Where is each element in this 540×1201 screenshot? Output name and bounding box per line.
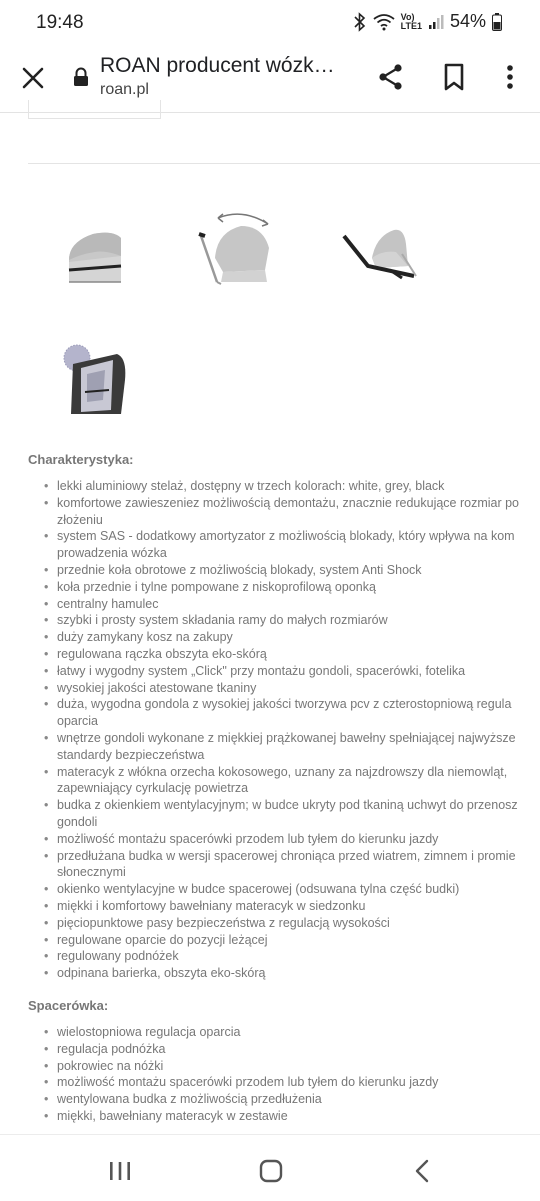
share-icon[interactable] [376,62,406,92]
home-icon[interactable] [259,1159,283,1183]
stroller-side-view-image[interactable] [338,214,428,294]
characteristics-list-item: • przednie koła obrotowe z możliwością blokady, system Anti Shock [40,562,540,579]
characteristics-list-item: • wysokiej jakości atestowane tkaniny [40,680,540,697]
more-vert-icon[interactable] [500,62,520,92]
stroller-list-item: • pokrowiec na nóżki [40,1058,540,1075]
stroller-list-item: • możliwość montażu spacerówki przodem lub tyłem do kierunku jazdy [40,1074,540,1091]
stroller-heading: Spacerówka: [28,998,109,1013]
stroller-list-item: • wentylowana budka z możliwością przedłużenia [40,1091,540,1108]
status-bar [0,0,540,48]
battery-percent: 54% [449,11,486,31]
stroller-list [40,1024,540,1128]
signal-icon [428,14,444,30]
characteristics-list-item: • lekki aluminiowy stelaż, dostępny w trzech kolorach: white, grey, black [40,478,540,495]
partial-input-box[interactable] [28,100,161,119]
characteristics-list-item: • możliwość montażu spacerówki przodem lub tyłem do kierunku jazdy [40,831,540,848]
stroller-list-item: • wielostopniowa regulacja oparcia [40,1024,540,1041]
lock-icon [72,67,90,87]
stroller-bassinet-image[interactable] [55,212,145,292]
navigation-bar [0,1134,540,1201]
close-icon[interactable] [18,63,48,93]
characteristics-heading: Charakterystyka: [28,452,134,467]
bluetooth-icon [353,12,367,32]
characteristics-list-item: • wnętrze gondoli wykonane z miękkiej prążkowanej bawełny spełniającej najwyższe standardy bezpieczeństwa [40,730,540,764]
stroller-list-item: • regulacja podnóżka [40,1041,540,1058]
lte-label: LTE1 [400,20,422,31]
characteristics-list-item: • budka z okienkiem wentylacyjnym; w budce ukryty pod tkaniną uchwyt do przenosz gondoli [40,797,540,831]
characteristics-list-item: • duży zamykany kosz na zakupy [40,629,540,646]
section-divider [28,163,540,164]
characteristics-list-item: • regulowane oparcie do pozycji leżącej [40,932,540,949]
status-icons [353,11,502,32]
back-icon[interactable] [412,1159,432,1183]
characteristics-list-item: • szybki i prosty system składania ramy do małych rozmiarów [40,612,540,629]
characteristics-list-item: • komfortowe zawieszeniez możliwością demontażu, znacznie redukujące rozmiar po złożeniu [40,495,540,529]
volte-label: Vo) [400,11,415,22]
characteristics-list-item: • odpinana barierka, obszyta eko-skórą [40,965,540,982]
wifi-icon [373,13,395,31]
characteristics-list-item: • przedłużana budka w wersji spacerowej chroniąca przed wiatrem, zimnem i promie słonecznymi [40,848,540,882]
status-time: 19:48 [36,12,84,33]
stroller-canopy-rotation-image[interactable] [193,210,283,290]
characteristics-list-item: • miękki i komfortowy bawełniany materacyk w siedzonku [40,898,540,915]
recents-icon[interactable] [108,1160,132,1182]
characteristics-list-item: • regulowany podnóżek [40,948,540,965]
bookmark-icon[interactable] [441,62,467,92]
page-title[interactable]: ROAN producent wózk… [100,54,335,77]
characteristics-list-item: • koła przednie i tylne pompowane z niskoprofilową oponką [40,579,540,596]
characteristics-list-item: • duża, wygodna gondola z wysokiej jakości tworzywa pcv z czterostopniową regula oparcia [40,696,540,730]
characteristics-list-item: • pięciopunktowe pasy bezpieczeństwa z regulacją wysokości [40,915,540,932]
characteristics-list-item: • system SAS - dodatkowy amortyzator z możliwością blokady, który wpływa na kom prowadzenia wózka [40,528,540,562]
battery-icon [492,13,502,31]
volte-indicator [401,13,422,31]
stroller-seat-insert-image[interactable] [55,340,145,420]
characteristics-list-item: • centralny hamulec [40,596,540,613]
page-url[interactable]: roan.pl [100,81,149,98]
characteristics-list-item: • łatwy i wygodny system „Click" przy montażu gondoli, spacerówki, fotelika [40,663,540,680]
characteristics-list-item: • okienko wentylacyjne w budce spacerowej (odsuwana tylna część budki) [40,881,540,898]
characteristics-list [40,478,540,982]
characteristics-list-item: • regulowana rączka obszyta eko-skórą [40,646,540,663]
characteristics-list-item: • materacyk z włókna orzecha kokosowego, uznany za najzdrowszy dla niemowląt, zapewniający cyrkulację powietrza [40,764,540,798]
stroller-list-item: • miękki, bawełniany materacyk w zestawie [40,1108,540,1125]
